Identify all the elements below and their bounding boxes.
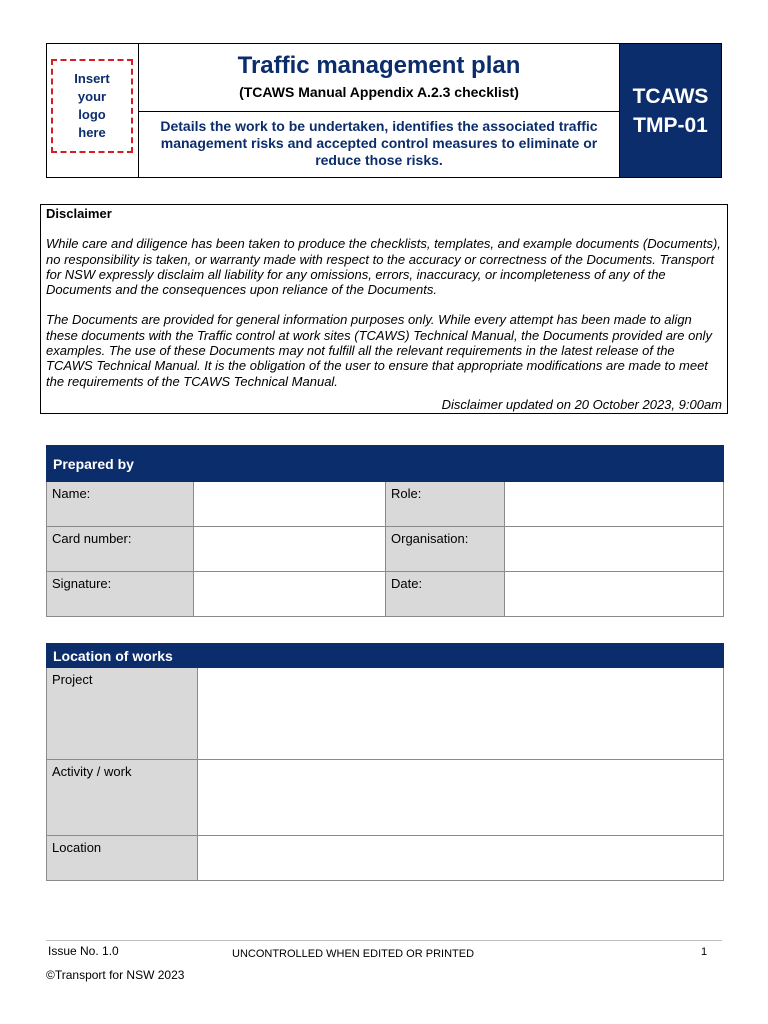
date-label: Date:	[386, 572, 505, 617]
title-cell	[139, 44, 620, 177]
footer-issue-number: Issue No. 1.0	[48, 944, 119, 958]
logo-placeholder-line: logo	[78, 107, 106, 122]
prepared-by-table	[46, 445, 724, 617]
location-of-works-heading: Location of works	[47, 644, 724, 668]
logo-cell	[47, 44, 139, 177]
disclaimer-updated: Disclaimer updated on 20 October 2023, 9:00am	[441, 396, 722, 412]
logo-placeholder-line: your	[77, 89, 107, 104]
page-description: Details the work to be undertaken, identifies the associated traffic management risks and accepted control measures to eliminate or reduce those risks.	[160, 118, 598, 168]
footer-divider	[46, 940, 722, 941]
organisation-label: Organisation:	[386, 527, 505, 572]
location-field[interactable]	[198, 836, 724, 881]
logo-placeholder-line: here	[78, 125, 106, 140]
name-label: Name:	[47, 482, 194, 527]
footer-page-number: 1	[701, 946, 708, 958]
project-field[interactable]	[198, 668, 724, 760]
logo-placeholder-line: Insert	[74, 71, 110, 86]
document-code-line2: TMP-01	[633, 113, 708, 137]
organisation-field[interactable]	[505, 527, 724, 572]
document-header	[46, 43, 722, 178]
footer-uncontrolled-notice: UNCONTROLLED WHEN EDITED OR PRINTED	[232, 948, 475, 960]
role-field[interactable]	[505, 482, 724, 527]
card-number-label: Card number:	[47, 527, 194, 572]
location-label: Location	[47, 836, 198, 881]
project-label: Project	[47, 668, 198, 760]
date-field[interactable]	[505, 572, 724, 617]
disclaimer-box	[40, 204, 728, 414]
disclaimer-paragraph-1: While care and diligence has been taken to produce the checklists, templates, and example documents (Documents), no responsibility is taken, or warranty made with respect to the accuracy or correctness of the Documents. Transport for NSW expressly disclaim all liability for any omissions, errors, inaccuracy, or incompleteness of any of the Documents and the consequences upon reliance of the Documents.	[46, 236, 721, 298]
signature-field[interactable]	[194, 572, 386, 617]
page-subtitle: (TCAWS Manual Appendix A.2.3 checklist)	[239, 84, 519, 100]
signature-label: Signature:	[47, 572, 194, 617]
name-field[interactable]	[194, 482, 386, 527]
page-title: Traffic management plan	[237, 52, 521, 79]
document-code-line1: TCAWS	[632, 84, 709, 108]
document-code	[620, 44, 721, 177]
activity-work-label: Activity / work	[47, 760, 198, 836]
role-label: Role:	[386, 482, 505, 527]
disclaimer-paragraph-2: The Documents are provided for general information purposes only. While every attempt has been made to align these documents with the Traffic control at work sites (TCAWS) Technical Manual, the Documents provided are only examples. The use of these Documents may not fulfill all the relevant requirements in the latest release of the TCAWS Technical Manual. It is the obligation of the user to ensure that appropriate modifications are made to meet the requirements of the TCAWS Technical Manual.	[46, 312, 712, 389]
disclaimer-heading: Disclaimer	[46, 206, 112, 221]
logo-placeholder[interactable]	[51, 59, 133, 153]
footer-copyright: ©Transport for NSW 2023	[46, 968, 185, 982]
title-block	[139, 44, 619, 112]
activity-work-field[interactable]	[198, 760, 724, 836]
location-of-works-table	[46, 643, 724, 881]
prepared-by-heading: Prepared by	[47, 446, 724, 482]
card-number-field[interactable]	[194, 527, 386, 572]
